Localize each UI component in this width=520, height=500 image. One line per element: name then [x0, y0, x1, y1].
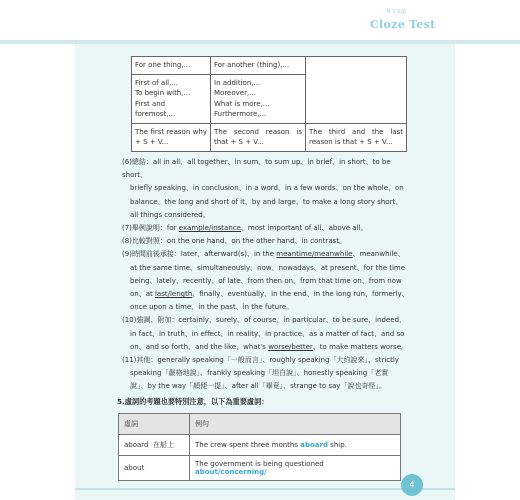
- underlined-text: meantime/meanwhile: [276, 250, 353, 259]
- paragraph-line: speaking「嚴格地說」、frankly speaking「坦白說」、honestly speaking「老實: [130, 369, 389, 378]
- page-right-margin: [455, 44, 520, 500]
- paragraph-line: [122, 288, 414, 301]
- cell-text: In addition,... Moreover,... What is more,... Furthermore,...: [214, 78, 270, 118]
- paragraph-line: (6)總結：all in all、all together、in sum、to sum up、in brief、in short、to be short、: [122, 158, 391, 180]
- underlined-text: worse/better: [268, 342, 313, 351]
- cell-text: First of all,... To begin with,... First and foremost,...: [135, 78, 191, 118]
- transition-table: [131, 56, 407, 152]
- function-word-table: [118, 413, 401, 481]
- cell-text: The first reason why + S + V...: [135, 127, 207, 146]
- table-cell: [132, 123, 211, 151]
- bottom-divider: [75, 488, 455, 490]
- page-number-badge: 4: [401, 474, 423, 496]
- header-badge: [360, 8, 456, 36]
- table-header-row: [119, 414, 401, 435]
- text-span: 、finally、eventually、in the end、in the long run、formerly、: [192, 290, 409, 299]
- text-span: on、and so forth、and the like、what's: [130, 342, 269, 351]
- text-span: (7)舉例說明：for: [122, 224, 179, 233]
- paragraph-line: [122, 248, 414, 261]
- text-span: 、to make matters worse。: [312, 342, 409, 351]
- text-span: The crew spent three months: [195, 441, 301, 449]
- header-title: Cloze Test: [370, 18, 436, 31]
- word-cell: about: [119, 456, 190, 481]
- paragraph-line: (8)比較對照：on the one hand、on the other hand、in contrast。: [122, 237, 347, 246]
- underlined-text: example/instance: [178, 224, 241, 233]
- paragraph-line: [122, 222, 414, 235]
- paragraph-line: in fact、in truth、in effect、in reality、in practice、as a matter of fact、and so: [130, 329, 405, 338]
- text-span: 、most important of all、above all。: [240, 224, 368, 233]
- underlined-text: last/length: [154, 290, 193, 299]
- table-cell: [211, 57, 306, 75]
- paragraph-line: balance、the long and short of it、by and large、to make a long story short、: [130, 197, 403, 206]
- paragraph-line: 說」、by the way「順便一提」、after all「畢竟」、strange to say「說也奇怪」。: [130, 382, 386, 391]
- table-cell: [211, 123, 306, 151]
- table-cell: [306, 57, 407, 124]
- table-row: [132, 57, 407, 75]
- paragraph-line: briefly speaking、in conclusion、in a word、in a few words、on the whole、on: [130, 184, 404, 193]
- table-cell: [211, 74, 306, 123]
- paragraph-line: (11)其他：generally speaking「一般而言」、roughly speaking「大約說來」、strictly: [122, 356, 399, 365]
- text-span: 、meanwhile、: [352, 250, 405, 259]
- table-cell: [306, 123, 407, 151]
- text-span: The government is being questioned: [195, 460, 324, 468]
- text-span: ship.: [327, 441, 347, 449]
- word-cell: aboard 在船上: [119, 435, 190, 456]
- paragraph-line: (10)強調、附加：certainly、surely、of course、in particular、to be sure、indeed、: [122, 316, 407, 325]
- paragraph-line: once upon a time、in the past、in the future。: [130, 303, 294, 312]
- cell-text: The second reason is that + S + V...: [214, 127, 302, 146]
- table-cell: [132, 57, 211, 75]
- paragraph-line: at the same time、simultaneously、now、nowadays、at present、for the time: [130, 263, 406, 272]
- cell-text: For another (thing),...: [214, 61, 290, 69]
- table-cell: [132, 74, 211, 123]
- highlighted-word: aboard: [300, 441, 328, 449]
- table-row: [119, 456, 401, 481]
- body-text: [122, 156, 414, 394]
- section-heading: 5.虛詞的考題也要特別注意，以下為重要虛詞：: [117, 397, 269, 406]
- paragraph-line: all things considered。: [130, 210, 210, 219]
- highlighted-word: about/concerning/: [195, 468, 267, 476]
- header-cell: 例句: [190, 414, 401, 435]
- header-small-text: 英文文法: [386, 9, 407, 15]
- table-row: [132, 123, 407, 151]
- text-span: on、at: [130, 290, 155, 299]
- cell-text: For one thing,...: [135, 61, 191, 69]
- text-span: (9)時間前後承接：later、afterward(s)、in the: [122, 250, 277, 259]
- header-cell: 虛詞: [119, 414, 190, 435]
- table-row: [119, 435, 401, 456]
- paragraph-line: [122, 341, 414, 354]
- cell-text: The third and the last reason is that + S + V...: [309, 127, 403, 146]
- paragraph-line: being、lately、recently、of late、from then on、from that time on、from now: [130, 276, 402, 285]
- sentence-cell: [190, 435, 401, 456]
- sentence-cell: [190, 456, 401, 481]
